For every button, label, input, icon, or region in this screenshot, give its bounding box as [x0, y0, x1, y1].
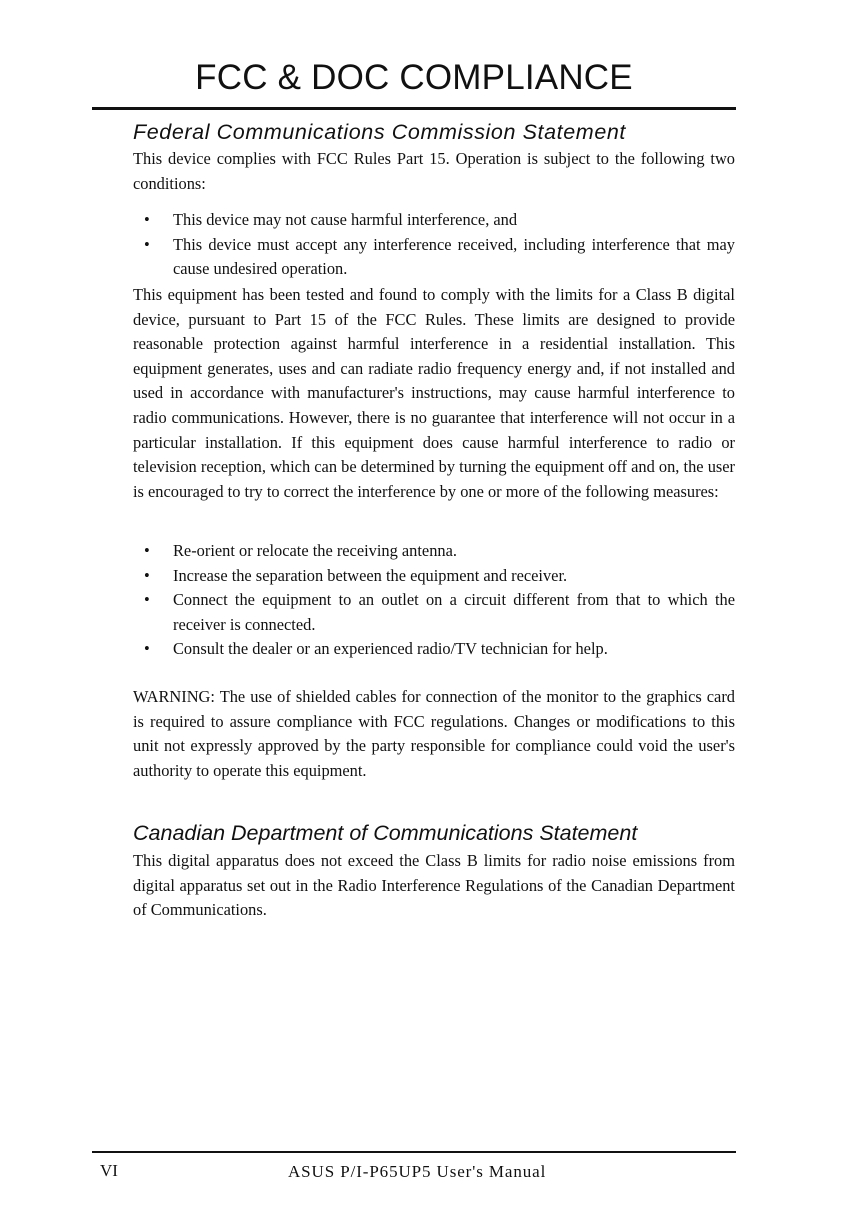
- list-item: [133, 564, 735, 589]
- page-title: FCC & DOC COMPLIANCE: [195, 58, 633, 97]
- warning-paragraph: WARNING: The use of shielded cables for connection of the monitor to the graphics card is required to assure compliance with FCC regulations. Changes or modifications to this unit not expressly approved by the party responsible for compliance could void the user's authority to operate this equipment.: [133, 687, 735, 780]
- bullet-icon: •: [144, 541, 150, 560]
- bullet-icon: •: [144, 639, 150, 659]
- footer-divider: [92, 1151, 736, 1153]
- page-number: VI: [100, 1161, 118, 1180]
- list-item: [133, 233, 735, 282]
- bullet-icon: •: [144, 590, 150, 610]
- bullet-icon: •: [144, 565, 150, 585]
- bullet-icon: •: [144, 234, 150, 254]
- list-item: [133, 637, 735, 662]
- fcc-intro-paragraph: This device complies with FCC Rules Part 15. Operation is subject to the following two conditions:: [133, 149, 735, 193]
- fcc-body-paragraph: This equipment has been tested and found to comply with the limits for a Class B digital device, pursuant to Part 15 of the FCC Rules. These limits are designed to provide reasonable protection against harmful interference in a residential installation. This equipment generates, uses and can radiate radio frequency energy and, if not installed and used in accordance with manufacturer's instructions, may cause harmful interference to radio communications. However, there is no guarantee that interference will not occur in a particular installation. If this equipment does cause harmful interference to radio or television reception, which can be determined by turning the equipment off and on, the user is encouraged to try to correct the interference by one or more of the following measures:: [133, 285, 735, 501]
- bullet-icon: •: [144, 210, 150, 229]
- list-item-text: Re-orient or relocate the receiving antenna.: [173, 541, 457, 560]
- list-item-text: This device may not cause harmful interference, and: [173, 210, 518, 229]
- manual-title: ASUS P/I-P65UP5 User's Manual: [288, 1162, 547, 1181]
- canadian-body-paragraph: This digital apparatus does not exceed the Class B limits for radio noise emissions from digital apparatus set out in the Radio Interference Regulations of the Canadian Department of Communications.: [133, 851, 735, 920]
- fcc-conditions-list: [133, 208, 735, 282]
- title-divider: [92, 107, 736, 110]
- list-item-text: Consult the dealer or an experienced radio/TV technician for help.: [173, 639, 608, 659]
- list-item: [133, 208, 735, 233]
- fcc-measures-list: [133, 539, 735, 662]
- list-item-text: This device must accept any interference received, including interference that may cause undesired operation.: [173, 234, 735, 279]
- canadian-section-heading: Canadian Department of Communications Statement: [133, 821, 638, 845]
- list-item-text: Increase the separation between the equipment and receiver.: [173, 565, 568, 585]
- fcc-section-heading: Federal Communications Commission Statement: [133, 120, 627, 144]
- list-item: [133, 539, 735, 564]
- list-item: [133, 588, 735, 637]
- list-item-text: Connect the equipment to an outlet on a circuit different from that to which the receiver is connected.: [173, 590, 735, 634]
